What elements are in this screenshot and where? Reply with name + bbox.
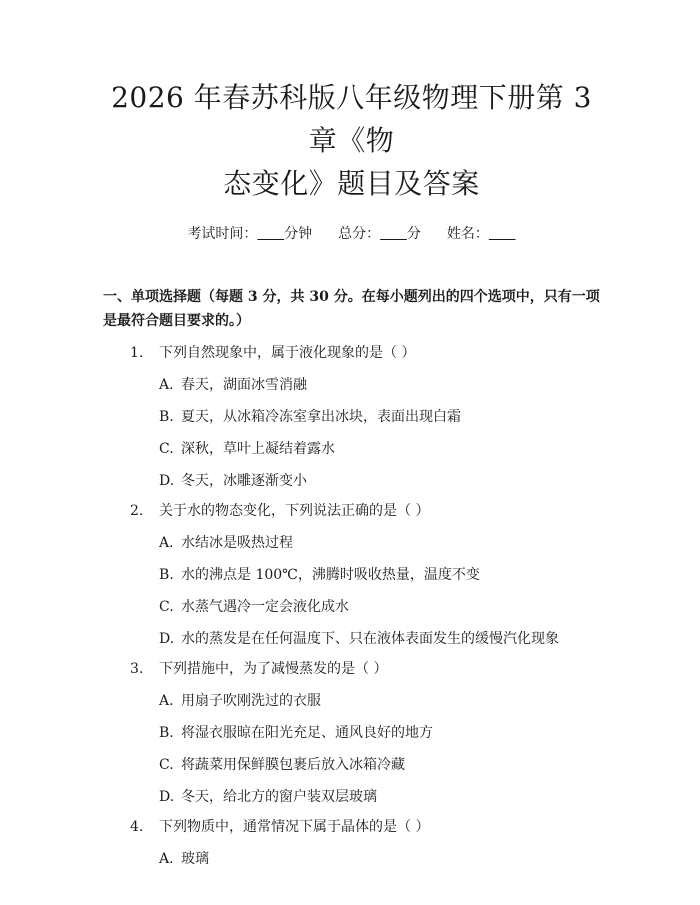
- question-1: [103, 343, 600, 491]
- option-text: 水的蒸发是在任何温度下、只在液体表面发生的缓慢汽化现象: [181, 631, 559, 647]
- option-c: [103, 597, 600, 617]
- option-key: D.: [159, 631, 175, 647]
- option-text: 水蒸气遇冷一定会液化成水: [181, 599, 349, 615]
- question-number: 4.: [130, 819, 144, 835]
- option-c: [103, 439, 600, 459]
- name-blank: [489, 226, 516, 242]
- option-a: [103, 375, 600, 395]
- option-text: 水结冰是吸热过程: [181, 535, 293, 551]
- option-key: A.: [159, 693, 174, 709]
- option-a: [103, 533, 600, 553]
- option-key: B.: [159, 409, 174, 425]
- option-d: [103, 471, 600, 491]
- question-list: [103, 343, 600, 869]
- option-b: [103, 565, 600, 585]
- exam-info-line: [103, 223, 600, 245]
- option-list: [103, 849, 600, 869]
- option-key: A.: [159, 377, 174, 393]
- question-stem: [103, 501, 600, 521]
- option-key: D.: [159, 473, 175, 489]
- option-text: 深秋，草叶上凝结着露水: [181, 441, 335, 457]
- option-b: [103, 407, 600, 427]
- option-text: 夏天，从冰箱冷冻室拿出冰块，表面出现白霜: [181, 409, 461, 425]
- option-key: A.: [159, 851, 174, 867]
- option-text: 用扇子吹刚洗过的衣服: [181, 693, 321, 709]
- option-a: [103, 691, 600, 711]
- option-list: [103, 691, 600, 807]
- option-key: A.: [159, 535, 174, 551]
- option-key: C.: [159, 757, 174, 773]
- score-label: 总分：: [338, 226, 381, 242]
- option-c: [103, 755, 600, 775]
- option-d: [103, 629, 600, 649]
- option-key: D.: [159, 789, 175, 805]
- question-stem: [103, 659, 600, 679]
- option-b: [103, 723, 600, 743]
- question-2: [103, 501, 600, 649]
- question-number: 1.: [130, 345, 144, 361]
- score-unit: 分: [406, 226, 421, 242]
- question-number: 2.: [130, 503, 144, 519]
- option-text: 水的沸点是 100℃，沸腾时吸收热量，温度不变: [181, 567, 480, 583]
- question-stem: [103, 817, 600, 837]
- name-label: 姓名：: [446, 226, 489, 242]
- title-line-1: 2026 年春苏科版八年级物理下册第 3 章《物: [111, 81, 592, 157]
- option-text: 春天，湖面冰雪消融: [181, 377, 307, 393]
- question-stem: [103, 343, 600, 363]
- question-text: 下列自然现象中，属于液化现象的是（ ）: [159, 345, 416, 361]
- time-blank: [257, 226, 284, 242]
- time-unit: 分钟: [284, 226, 313, 242]
- question-text: 下列措施中，为了减慢蒸发的是（ ）: [159, 661, 388, 677]
- option-key: C.: [159, 599, 174, 615]
- option-list: [103, 375, 600, 491]
- option-text: 将湿衣服晾在阳光充足、通风良好的地方: [181, 725, 433, 741]
- time-label: 考试时间：: [187, 226, 258, 242]
- question-text: 下列物质中，通常情况下属于晶体的是（ ）: [159, 819, 430, 835]
- score-blank: [380, 226, 407, 242]
- question-3: [103, 659, 600, 807]
- option-key: B.: [159, 567, 174, 583]
- question-number: 3.: [130, 661, 144, 677]
- question-text: 关于水的物态变化，下列说法正确的是（ ）: [159, 503, 430, 519]
- option-text: 冬天，给北方的窗户装双层玻璃: [181, 789, 377, 805]
- option-key: C.: [159, 441, 174, 457]
- option-d: [103, 787, 600, 807]
- option-text: 玻璃: [181, 851, 209, 867]
- option-key: B.: [159, 725, 174, 741]
- option-text: 冬天，冰雕逐渐变小: [181, 473, 307, 489]
- option-a: [103, 849, 600, 869]
- question-4: [103, 817, 600, 869]
- title-line-2: 态变化》题目及答案: [223, 167, 480, 200]
- option-list: [103, 533, 600, 649]
- section-heading: 一、单项选择题（每题 3 分，共 30 分。在每小题列出的四个选项中，只有一项是最符合题目要求的。）: [103, 289, 600, 329]
- option-text: 将蔬菜用保鲜膜包裹后放入冰箱冷藏: [181, 757, 405, 773]
- page-title: [103, 0, 600, 205]
